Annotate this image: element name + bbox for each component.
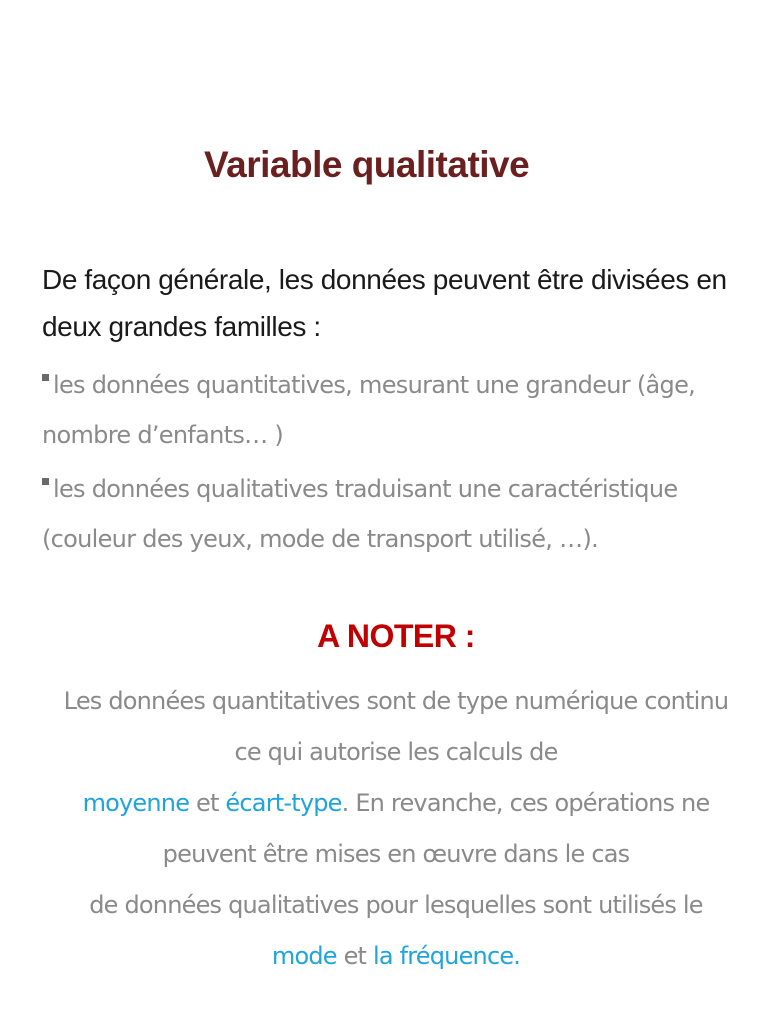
note-heading: A NOTER : xyxy=(317,618,475,654)
square-bullet-icon xyxy=(42,478,49,485)
note-line: peuvent être mises en œuvre dans le cas xyxy=(162,840,630,868)
bullet-item-quantitative xyxy=(42,360,742,460)
term-ecart-type: écart-type xyxy=(225,789,342,817)
note-line: ce qui autorise les calculs de xyxy=(234,738,558,766)
note-line xyxy=(24,778,768,829)
bullet-text: les données qualitatives traduisant une caractéristique (couleur des yeux, mode de transport utilisé, …). xyxy=(42,475,678,553)
note-text: et xyxy=(336,942,373,970)
note-body xyxy=(24,676,768,982)
bullet-item-qualitative xyxy=(42,464,742,564)
square-bullet-icon xyxy=(42,374,49,381)
note-line: Les données quantitatives sont de type numérique continu xyxy=(63,687,729,715)
term-frequence: la fréquence. xyxy=(372,942,521,970)
note-line: de données qualitatives pour lesquelles sont utilisés le xyxy=(89,891,703,919)
term-moyenne: moyenne xyxy=(82,789,190,817)
slide-title: Variable qualitative xyxy=(204,144,530,185)
note-text: et xyxy=(189,789,226,817)
term-mode: mode xyxy=(271,942,337,970)
note-line xyxy=(24,931,768,982)
intro-paragraph: De façon générale, les données peuvent être divisées en deux grandes familles : xyxy=(42,264,727,342)
bullet-text: les données quantitatives, mesurant une grandeur (âge, nombre d’enfants… ) xyxy=(42,371,696,449)
note-text: . En revanche, ces opérations ne xyxy=(341,789,710,817)
